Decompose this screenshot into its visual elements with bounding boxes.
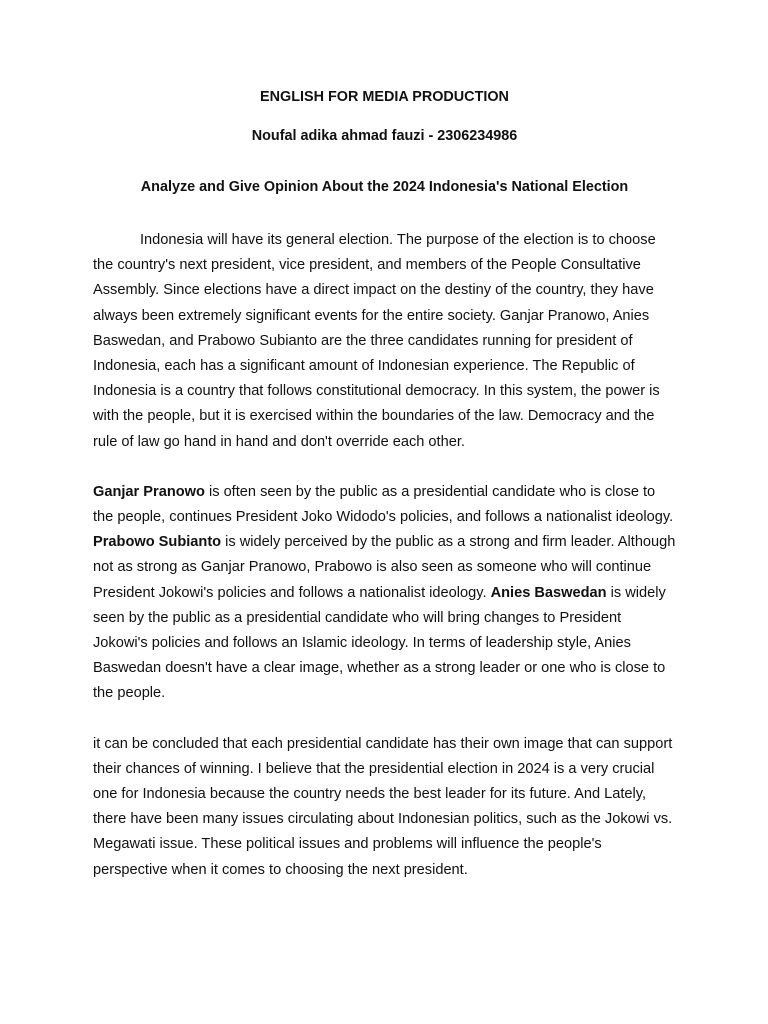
document-title: ENGLISH FOR MEDIA PRODUCTION <box>260 89 509 105</box>
paragraph-introduction: Indonesia will have its general election. The purpose of the election is to choose the country's next president, vice president, and members of the People Consultative Assembly. Since elections have a direct impact on the destiny of the country, they have always been extremely significant events for the entire society. Ganjar Pranowo, Anies Baswedan, and Prabowo Subianto are the three candidates running for president of Indonesia, each has a significant amount of Indonesian experience. The Republic of Indonesia is a country that follows constitutional democracy. In this system, the power is with the people, but it is exercised within the boundaries of the law. Democracy and the rule of law go hand in hand and don't override each other. <box>93 232 660 450</box>
candidate-name-ganjar: Ganjar Pranowo <box>93 483 205 500</box>
paragraph-candidates <box>93 480 676 707</box>
author-line: Noufal adika ahmad fauzi - 2306234986 <box>251 128 518 144</box>
paragraph-conclusion: it can be concluded that each presidential candidate has their own image that can support their chances of winning. I believe that the presidential election in 2024 is a very crucial one for Indonesia because the country needs the best leader for its future. And Lately, there have been many issues circulating about Indonesian politics, such as the Jokowi vs. Megawati issue. These political issues and problems will influence the people's perspective when it comes to choosing the next president. <box>93 735 673 878</box>
essay-subject: Analyze and Give Opinion About the 2024 Indonesia's National Election <box>140 179 629 195</box>
candidate-text-ganjar: is often seen by the public as a presidential candidate who is close to the people, continues President Joko Widodo's policies, and follows a nationalist ideology. <box>93 483 674 526</box>
candidate-text-anies: is widely seen by the public as a presidential candidate who will bring changes to President Jokowi's policies and follows an Islamic ideology. In terms of leadership style, Anies Baswedan doesn't have a clear image, whether as a strong leader or one who is close to the people. <box>93 584 666 702</box>
candidate-text-prabowo: is widely perceived by the public as a strong and firm leader. Although not as strong as Ganjar Pranowo, Prabowo is also seen as someone who will continue President Jokowi's policies and follows a nationalist ideology. <box>93 534 676 601</box>
candidate-name-prabowo: Prabowo Subianto <box>93 534 222 551</box>
candidate-name-anies: Anies Baswedan <box>490 584 607 601</box>
